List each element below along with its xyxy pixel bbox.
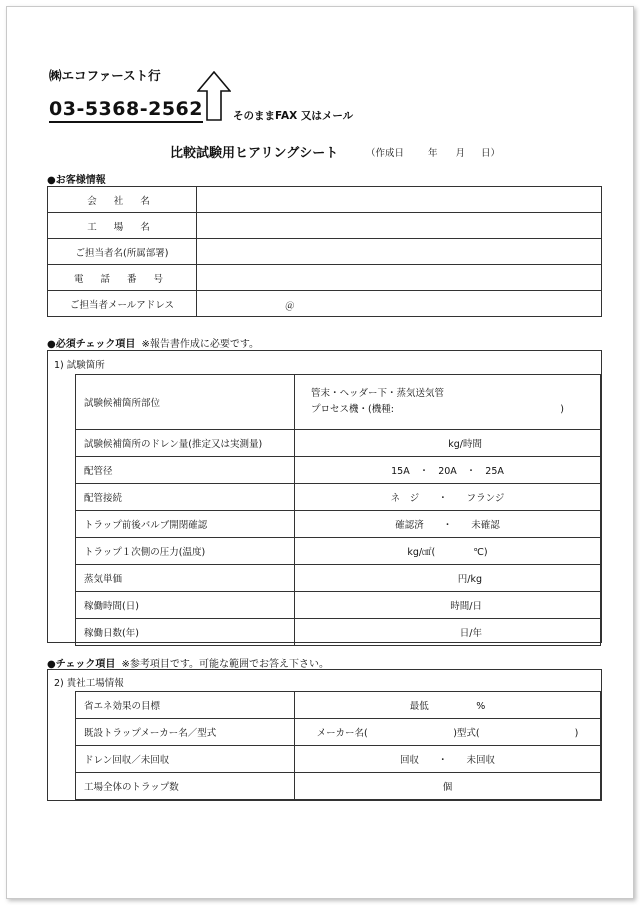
email-field[interactable]: [197, 291, 602, 317]
optional-heading-text: ●チェック項目: [47, 659, 116, 670]
operating-days-field[interactable]: 日/年: [295, 619, 601, 646]
table-row: [48, 239, 602, 265]
date-year: 年: [428, 148, 438, 159]
addressee: ㈱エコファースト行: [49, 68, 161, 83]
table-row: [76, 375, 601, 430]
document-title: 比較試験用ヒアリングシート: [170, 146, 339, 161]
factory-info-table: [75, 691, 601, 800]
table-row: [76, 773, 601, 800]
drain-recovery-field[interactable]: 回収 ・ 未回収: [295, 746, 601, 773]
test-part-label: 試験候補箇所部位: [76, 375, 295, 430]
table-row: [76, 511, 601, 538]
pipe-connection-field[interactable]: ネ ジ ・ フランジ: [295, 484, 601, 511]
test-location-title: 1) 試験箇所: [54, 360, 105, 371]
pressure-field[interactable]: kg/㎠( ℃): [295, 538, 601, 565]
test-part-field[interactable]: [295, 375, 601, 430]
test-part-close: ): [560, 404, 564, 415]
operating-hours-field[interactable]: 時間/日: [295, 592, 601, 619]
date-open: （作成日: [366, 148, 405, 159]
up-arrow-icon: [197, 71, 231, 121]
phone-label: 電 話 番 号: [48, 265, 197, 291]
customer-heading: ●お客様情報: [47, 175, 106, 186]
table-row: [76, 619, 601, 646]
table-row: [48, 213, 602, 239]
fax-number: 03-5368-2562: [49, 98, 203, 123]
date-month: 月: [455, 148, 466, 159]
table-row: [76, 592, 601, 619]
pipe-connection-label: 配管接続: [76, 484, 295, 511]
energy-target-field[interactable]: 最低 %: [295, 692, 601, 719]
test-part-line2: プロセス機・(機種:: [311, 404, 394, 415]
valve-check-field[interactable]: 確認済 ・ 未確認: [295, 511, 601, 538]
test-location-table: [75, 374, 601, 646]
steam-price-label: 蒸気単価: [76, 565, 295, 592]
existing-trap-field[interactable]: メーカー名( )型式( ): [295, 719, 601, 746]
table-row: [48, 291, 602, 317]
table-row: [76, 430, 601, 457]
table-row: [76, 457, 601, 484]
table-row: [76, 538, 601, 565]
required-note: ※報告書作成に必要です。: [141, 339, 260, 350]
company-name-field[interactable]: [197, 187, 602, 213]
pipe-diameter-field[interactable]: 15A ・ 20A ・ 25A: [295, 457, 601, 484]
company-name-label: 会 社 名: [48, 187, 197, 213]
optional-heading: [47, 655, 329, 670]
energy-target-label: 省エネ効果の目標: [76, 692, 295, 719]
contact-name-label: ご担当者名(所属部署): [48, 239, 197, 265]
optional-note: ※参考項目です。可能な範囲でお答え下さい。: [121, 659, 330, 670]
steam-price-field[interactable]: 円/kg: [295, 565, 601, 592]
table-row: [48, 265, 602, 291]
trap-count-label: 工場全体のトラップ数: [76, 773, 295, 800]
drain-amount-field[interactable]: kg/時間: [295, 430, 601, 457]
date-day: 日）: [481, 148, 501, 159]
creation-date: [366, 145, 500, 159]
customer-table: [47, 186, 602, 317]
phone-field[interactable]: [197, 265, 602, 291]
factory-name-label: 工 場 名: [48, 213, 197, 239]
contact-name-field[interactable]: [197, 239, 602, 265]
pressure-label: トラップ１次側の圧力(温度): [76, 538, 295, 565]
at-mark: ＠: [285, 301, 295, 312]
operating-hours-label: 稼働時間(日): [76, 592, 295, 619]
table-row: [76, 484, 601, 511]
test-part-line1: 管末・ヘッダー下・蒸気送気管: [311, 388, 445, 399]
table-row: [48, 187, 602, 213]
table-row: [76, 746, 601, 773]
required-heading: [47, 335, 259, 350]
operating-days-label: 稼働日数(年): [76, 619, 295, 646]
table-row: [76, 692, 601, 719]
valve-check-label: トラップ前後バルブ開閉確認: [76, 511, 295, 538]
pipe-diameter-label: 配管径: [76, 457, 295, 484]
send-note: そのままFAX 又はメール: [233, 110, 354, 122]
factory-info-title: 2) 貴社工場情報: [54, 678, 124, 689]
trap-count-field[interactable]: 個: [295, 773, 601, 800]
factory-name-field[interactable]: [197, 213, 602, 239]
table-row: [76, 565, 601, 592]
existing-trap-label: 既設トラップメーカー名／型式: [76, 719, 295, 746]
table-row: [76, 719, 601, 746]
drain-recovery-label: ドレン回収／未回収: [76, 746, 295, 773]
required-heading-text: ●必須チェック項目: [47, 339, 136, 350]
drain-amount-label: 試験候補箇所のドレン量(推定又は実測量): [76, 430, 295, 457]
email-label: ご担当者メールアドレス: [48, 291, 197, 317]
